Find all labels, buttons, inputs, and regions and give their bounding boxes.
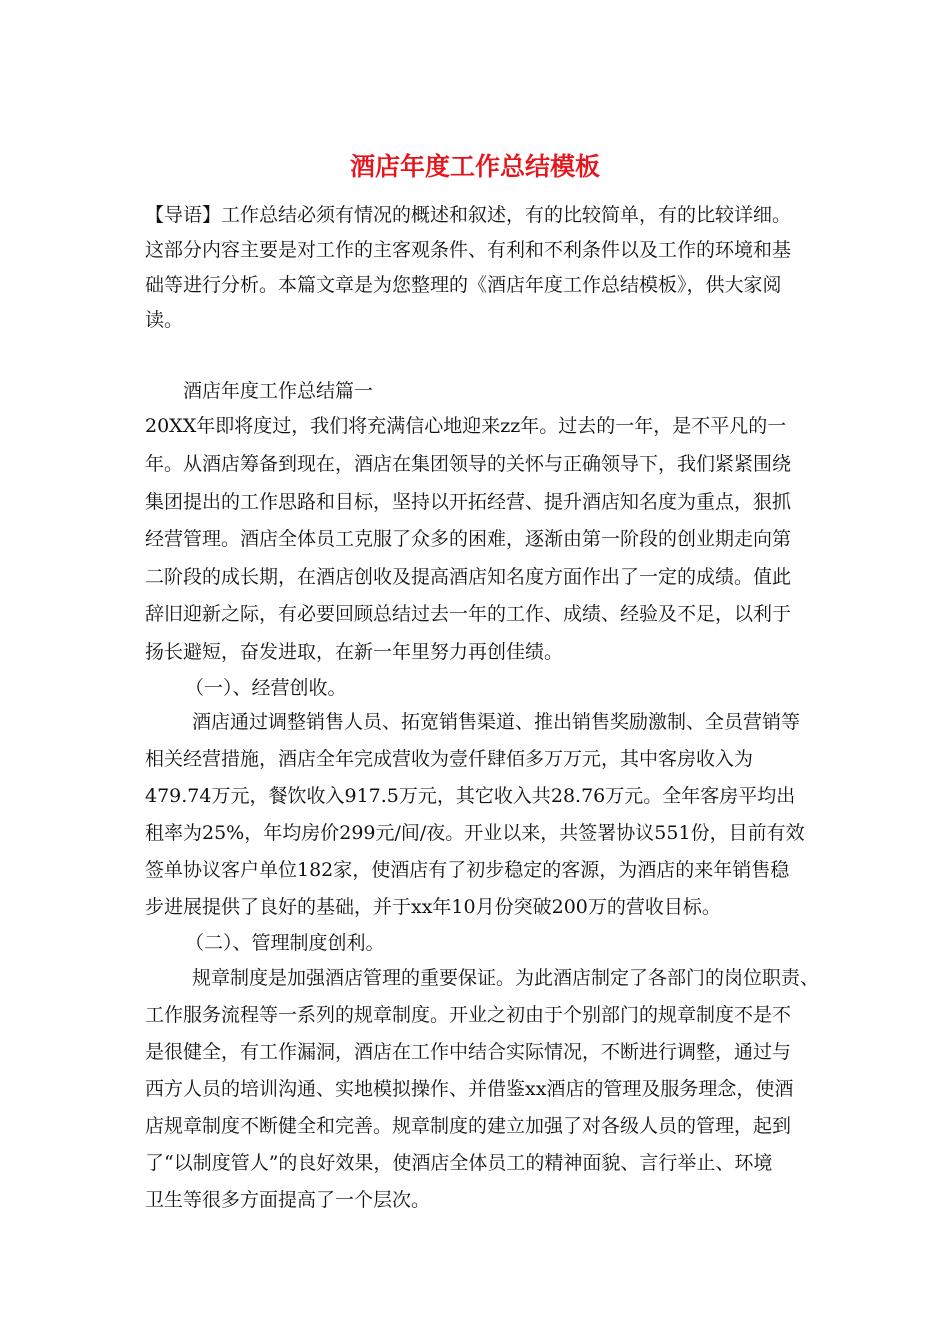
paragraph-line: 工作服务流程等一系列的规章制度。开业之初由于个别部门的规章制度不是不 (145, 1004, 792, 1026)
paragraph-line: 西方人员的培训沟通、实地模拟操作、并借鉴xx酒店的管理及服务理念，使酒 (145, 1078, 794, 1100)
paragraph-line: 卫生等很多方面提高了一个层次。 (145, 1189, 431, 1211)
intro-line: 读。 (145, 309, 184, 331)
chapter-heading: 酒店年度工作总结篇一 (183, 380, 374, 402)
paragraph-line: 二阶段的成长期，在酒店创收及提高酒店知名度方面作出了一定的成绩。值此 (145, 566, 792, 588)
paragraph-line: 479.74万元，餐饮收入917.5万元，其它收入共28.76万元。全年客房平均出 (145, 785, 796, 807)
paragraph-line: 相关经营措施，酒店全年完成营收为壹仟肆佰多万万元，其中客房收入为 (145, 748, 754, 770)
paragraph-line: 店规章制度不断健全和完善。规章制度的建立加强了对各级人员的管理，起到 (145, 1115, 792, 1137)
intro-line: 【导语】工作总结必须有情况的概述和叙述，有的比较简单，有的比较详细。 (145, 204, 792, 226)
section-heading-1: （一）、经营创收。 (185, 677, 347, 699)
paragraph-line: 集团提出的工作思路和目标，坚持以开拓经营、提升酒店知名度为重点，狠抓 (145, 491, 792, 513)
paragraph-line: 20XX年即将度过，我们将充满信心地迎来zz年。过去的一年，是不平凡的一 (145, 415, 787, 437)
paragraph-line: 租率为25%，年均房价299元/间/夜。开业以来，共签署协议551份，目前有效 (145, 822, 805, 844)
paragraph-line: 了“以制度管人”的良好效果，使酒店全体员工的精神面貌、言行举止、环境 (145, 1152, 773, 1174)
intro-line: 这部分内容主要是对工作的主客观条件、有利和不利条件以及工作的环境和基 (145, 239, 792, 261)
intro-line: 础等进行分析。本篇文章是为您整理的《酒店年度工作总结模板》，供大家阅 (145, 274, 782, 296)
paragraph-line: 是很健全，有工作漏洞，酒店在工作中结合实际情况，不断进行调整，通过与 (145, 1041, 792, 1063)
paragraph-line: 酒店通过调整销售人员、拓宽销售渠道、推出销售奖励激制、全员营销等 (192, 711, 801, 733)
paragraph-line: 辞旧迎新之际，有必要回顾总结过去一年的工作、成绩、经验及不足，以利于 (145, 603, 792, 625)
paragraph-line: 经营管理。酒店全体员工克服了众多的困难，逐渐由第一阶段的创业期走向第 (145, 528, 792, 550)
paragraph-line: 步进展提供了良好的基础，并于xx年10月份突破200万的营收目标。 (145, 896, 721, 918)
section-heading-2: （二）、管理制度创利。 (185, 932, 385, 954)
paragraph-line: 签单协议客户单位182家，使酒店有了初步稳定的客源，为酒店的来年销售稳 (145, 859, 790, 881)
paragraph-line: 扬长避短，奋发进取，在新一年里努力再创佳绩。 (145, 641, 564, 663)
paragraph-line: 规章制度是加强酒店管理的重要保证。为此酒店制定了各部门的岗位职责、 (192, 967, 820, 989)
paragraph-line: 年。从酒店筹备到现在，酒店在集团领导的关怀与正确领导下，我们紧紧围绕 (145, 453, 792, 475)
document-title: 酒店年度工作总结模板 (349, 152, 600, 181)
